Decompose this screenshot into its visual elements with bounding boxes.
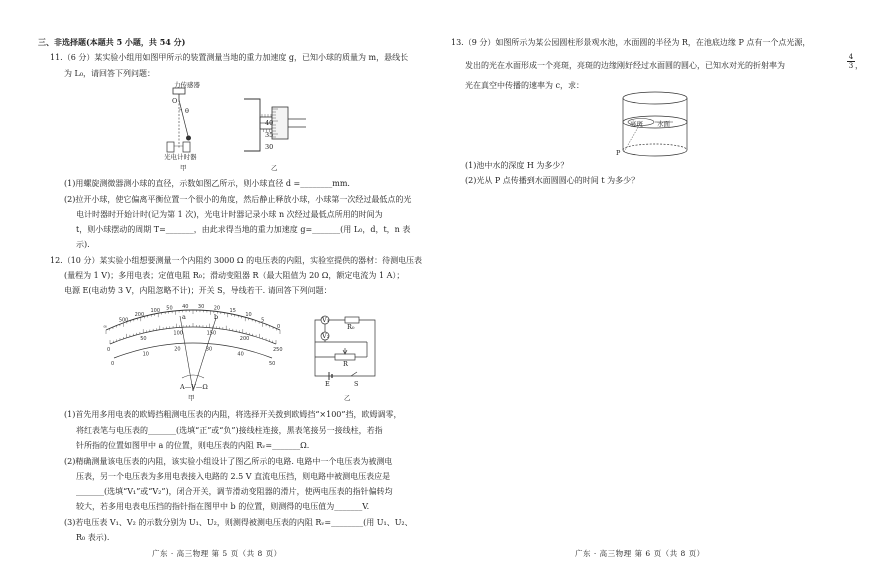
section-title: 三、非选择题(本题共 5 小题，共 54 分) bbox=[38, 37, 186, 47]
pointer-label-b: b bbox=[214, 313, 219, 321]
circuit-v1-label: V₁ bbox=[322, 316, 330, 324]
fig-circuit-caption: 乙 bbox=[344, 394, 351, 402]
ohm-scale-label: 50 bbox=[166, 305, 173, 312]
scale-label-40: 40 bbox=[265, 119, 274, 127]
circuit-v2-label: V₂ bbox=[322, 332, 330, 340]
cylinder-pool-figure bbox=[615, 90, 695, 164]
angle-label: θ bbox=[185, 107, 189, 115]
dc-scale-label: 100 bbox=[173, 330, 183, 337]
ohm-scale-label: 100 bbox=[150, 308, 161, 315]
bright-spot-label: 亮斑 bbox=[630, 120, 643, 128]
q13-sub2: (2)光从 P 点传播到水面圆圆心的时间 t 为多少？ bbox=[465, 176, 640, 185]
q12-line2: (量程为 1 V)；多用电表；定值电阻 R₀；滑动变阻器 R（最大阻值为 20 Ω，额定电流为 1 A）； bbox=[64, 271, 405, 280]
dc-scale-label: 50 bbox=[140, 336, 147, 343]
q12-sub3-line1: (3)若电压表 V₁、V₂ 的示数分别为 U₁、U₂，则测得被测电压表的内阻 Rᵥ=________(用 U₁、U₂、 bbox=[64, 518, 413, 527]
point-o-label: O bbox=[172, 97, 178, 105]
ac-scale-label: 40 bbox=[237, 351, 244, 358]
fig-yi-caption: 乙 bbox=[271, 164, 278, 172]
q11-sub2-line1: (2)拉开小球，使它偏离平衡位置一个很小的角度，然后静止释放小球，小球第一次经过最低点的光 bbox=[64, 195, 412, 204]
q12-line3: 电源 E(电动势 3 V，内阻忽略不计)；开关 S，导线若干. 请回答下列问题： bbox=[64, 286, 332, 295]
fraction-denominator: 3 bbox=[848, 62, 854, 70]
water-surface-label: 水面 bbox=[657, 120, 670, 128]
q11-sub2-line4: 示). bbox=[76, 240, 90, 249]
fig-jia-caption: 甲 bbox=[180, 164, 187, 172]
left-footer: 广东 · 高三物理 第 5 页（共 8 页） bbox=[152, 549, 282, 558]
fig-meter-caption: 甲 bbox=[188, 394, 195, 402]
refractive-index-fraction bbox=[847, 53, 855, 70]
q12-sub1-line2: 将红表笔与电压表的_______(选填“正”或“负”)接线柱连接，黑表笔接另一接线柱，若指 bbox=[76, 426, 383, 435]
q11-sub2-line2: 电计时器时开始计时(记为第 1 次)，光电计时器记录小球 n 次经过最低点所用的时间为 bbox=[76, 210, 383, 219]
circuit-r0-label: R₀ bbox=[347, 323, 355, 331]
fraction-numerator: 4 bbox=[848, 53, 854, 61]
q12-sub3-line2: R₀ 表示). bbox=[76, 533, 110, 542]
point-p-label: P bbox=[616, 149, 621, 157]
q12-sub2-line2: 压表，另一个电压表为多用电表接入电路的 2.5 V 直流电压挡，则电路中被测电压表应是 bbox=[76, 472, 391, 481]
q11-line2: 为 L₀，请回答下列问题： bbox=[64, 69, 156, 78]
ohm-scale-label: ∞ bbox=[103, 324, 108, 330]
scale-label-30: 30 bbox=[265, 143, 274, 151]
timer-label: 光电计时器 bbox=[164, 153, 197, 161]
micrometer-figure bbox=[240, 95, 310, 155]
q13-sub1: (1)池中水的深度 H 为多少？ bbox=[465, 161, 569, 170]
circuit-e-label: E bbox=[325, 380, 330, 388]
circuit-s-label: S bbox=[354, 380, 359, 388]
ohm-scale-label: 10 bbox=[245, 312, 252, 319]
sensor-label: 力传感器 bbox=[174, 81, 200, 89]
q12-line1: 12.（10 分）某实验小组想要测量一个内阻约 3000 Ω 的电压表的内阻，实验室提供的器材：待测电压表 bbox=[50, 256, 423, 265]
meter-symbol-label: A—V—Ω bbox=[180, 383, 208, 391]
multimeter-dial bbox=[98, 296, 288, 396]
scale-label-35: 35 bbox=[265, 131, 274, 139]
ac-scale-label: 50 bbox=[269, 361, 276, 367]
right-footer: 广东 · 高三物理 第 6 页（共 8 页） bbox=[575, 549, 705, 558]
q13-line1: 13.（9 分）如图所示为某公园圆柱形景观水池，水面圆的半径为 R，在池底边缘 P 点有一个点光源， bbox=[451, 38, 811, 47]
ohm-scale-label: 5 bbox=[261, 317, 265, 324]
dc-scale-label: 200 bbox=[239, 336, 250, 343]
q11-sub1: (1)用螺旋测微器测小球的直径，示数如图乙所示，则小球直径 d =________mm. bbox=[64, 179, 350, 188]
q12-sub1-line3: 针所指的位置如图甲中 a 的位置，则电压表的内阻 Rᵥ=_______Ω. bbox=[76, 441, 310, 450]
circuit-diagram bbox=[305, 308, 385, 388]
ac-scale-label: 20 bbox=[174, 346, 181, 353]
q12-sub2-line1: (2)精确测量该电压表的内阻，该实验小组设计了图乙所示的电路. 电路中一个电压表为被测电 bbox=[64, 457, 393, 466]
q12-sub2-line3: _______(选填“V₁”或“V₂”)，闭合开关，调节滑动变阻器的滑片，使两电压表的指针偏转均 bbox=[76, 487, 393, 496]
circuit-r-label: R bbox=[343, 360, 348, 368]
ohm-scale-label: 40 bbox=[182, 304, 189, 311]
ohm-scale-label: 20 bbox=[213, 305, 221, 312]
ac-scale-label: 30 bbox=[205, 346, 213, 353]
dc-scale-label: 0 bbox=[107, 347, 111, 353]
dc-scale-label: 250 bbox=[273, 347, 283, 353]
q13-line2: 发出的光在水面形成一个亮斑，亮斑的边缘刚好经过水面圆的圆心，已知水对光的折射率为 bbox=[465, 61, 785, 70]
ohm-scale-label: 0 bbox=[277, 324, 281, 330]
ohm-scale-label: 15 bbox=[229, 308, 236, 315]
q13-line3: 光在真空中传播的速率为 c，求： bbox=[465, 81, 585, 90]
right-page bbox=[435, 0, 870, 578]
q11-line1: 11.（6 分）某实验小组用如图甲所示的装置测量当地的重力加速度 g，已知小球的质量为 m，悬线长 bbox=[50, 53, 409, 62]
q13-line2-end: ， bbox=[855, 61, 863, 70]
q12-sub1-line1: (1)首先用多用电表的欧姆挡粗测电压表的内阻，将选择开关拨到欧姆挡“×100”挡，欧姆调零， bbox=[64, 410, 402, 419]
ohm-scale-label: 200 bbox=[134, 312, 145, 319]
ac-scale-label: 10 bbox=[142, 351, 149, 358]
ac-scale-label: 0 bbox=[111, 361, 115, 367]
q11-sub2-line3: t，则小球摆动的周期 T=_______，由此求得当地的重力加速度 g=_______(用 L₀，d，t，n 表 bbox=[76, 225, 411, 234]
dc-scale-label: 150 bbox=[206, 330, 217, 337]
ohm-scale-label: 500 bbox=[118, 317, 129, 324]
pointer-label-a: a bbox=[182, 313, 186, 321]
ohm-scale-label: 30 bbox=[197, 304, 205, 311]
q12-sub2-line4: 较大，若多用电表电压挡的指针指在图甲中 b 的位置，则测得的电压值为_______V. bbox=[76, 502, 370, 511]
